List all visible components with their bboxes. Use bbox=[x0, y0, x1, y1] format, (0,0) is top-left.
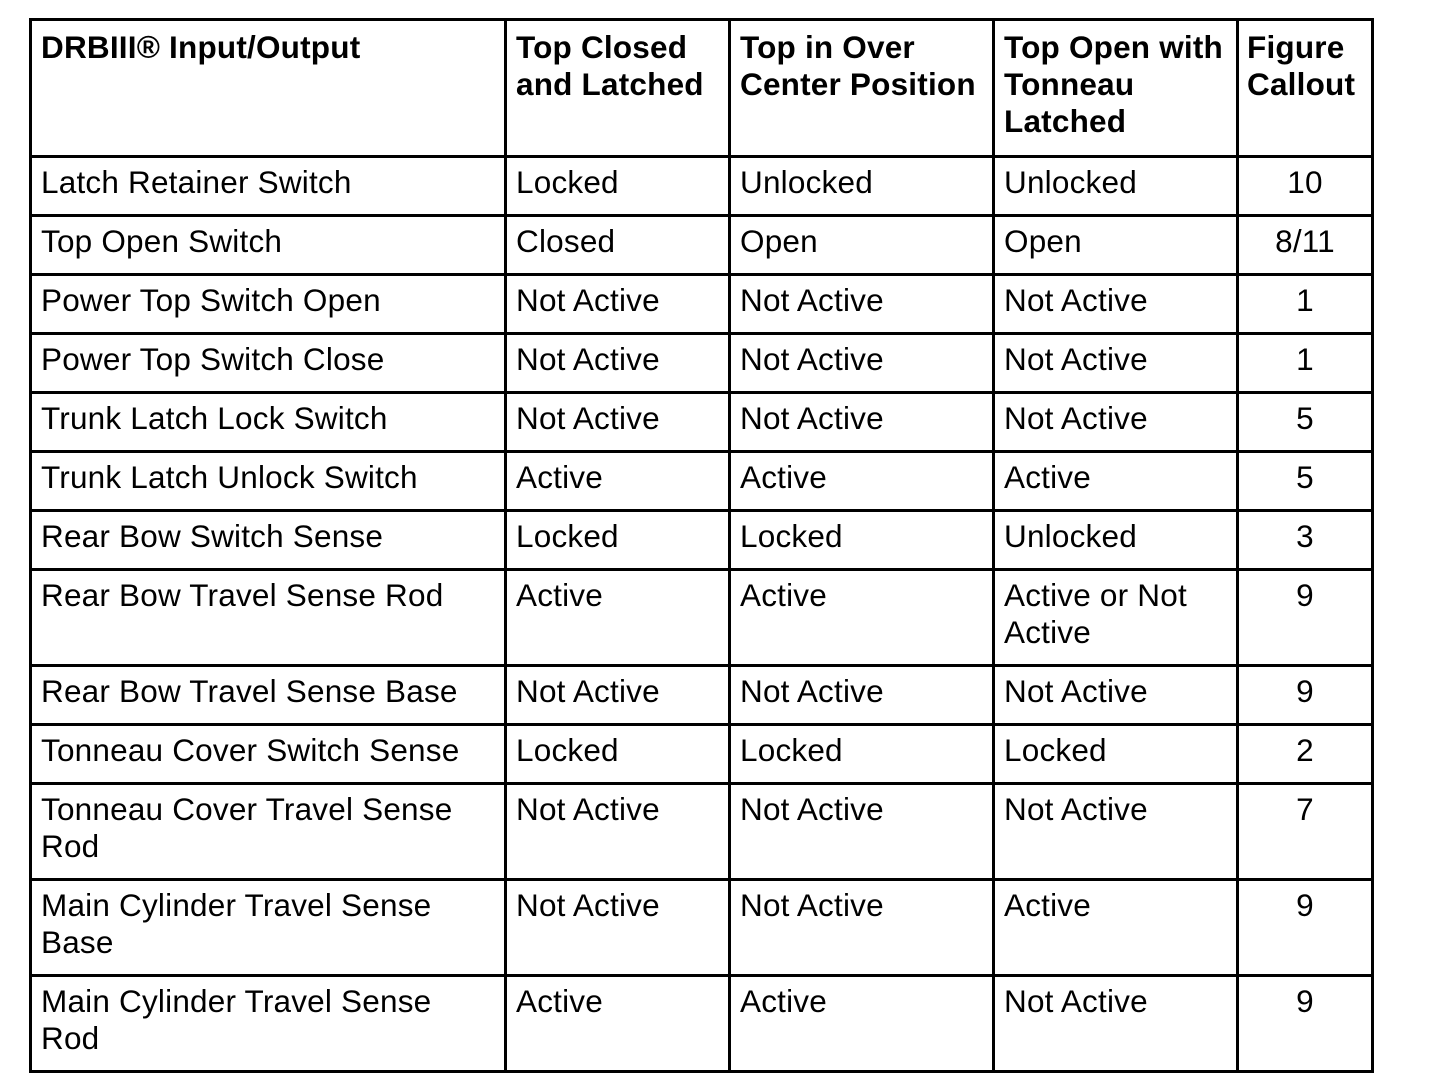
cell-top-closed: Not Active bbox=[506, 334, 730, 393]
cell-figure-callout: 5 bbox=[1238, 393, 1373, 452]
cell-over-center: Unlocked bbox=[730, 157, 994, 216]
cell-over-center: Not Active bbox=[730, 880, 994, 976]
cell-top-open: Active or Not Active bbox=[994, 570, 1238, 666]
cell-top-open: Not Active bbox=[994, 275, 1238, 334]
cell-top-open: Not Active bbox=[994, 784, 1238, 880]
cell-over-center: Active bbox=[730, 452, 994, 511]
table-row bbox=[31, 570, 1373, 666]
cell-over-center: Not Active bbox=[730, 393, 994, 452]
cell-io: Rear Bow Travel Sense Base bbox=[31, 666, 506, 725]
cell-figure-callout: 9 bbox=[1238, 570, 1373, 666]
cell-io: Latch Retainer Switch bbox=[31, 157, 506, 216]
cell-io: Rear Bow Switch Sense bbox=[31, 511, 506, 570]
cell-figure-callout: 9 bbox=[1238, 976, 1373, 1072]
cell-figure-callout: 2 bbox=[1238, 725, 1373, 784]
cell-over-center: Not Active bbox=[730, 275, 994, 334]
table-row bbox=[31, 275, 1373, 334]
header-figure-callout: Figure Callout bbox=[1238, 20, 1373, 157]
cell-top-open: Not Active bbox=[994, 393, 1238, 452]
cell-io: Main Cylinder Travel Sense Rod bbox=[31, 976, 506, 1072]
cell-top-closed: Closed bbox=[506, 216, 730, 275]
cell-io: Trunk Latch Unlock Switch bbox=[31, 452, 506, 511]
cell-io: Power Top Switch Close bbox=[31, 334, 506, 393]
cell-top-open: Not Active bbox=[994, 334, 1238, 393]
cell-top-open: Active bbox=[994, 452, 1238, 511]
drbiii-io-table bbox=[29, 18, 1374, 1073]
header-over-center: Top in Over Center Position bbox=[730, 20, 994, 157]
cell-io: Power Top Switch Open bbox=[31, 275, 506, 334]
cell-figure-callout: 7 bbox=[1238, 784, 1373, 880]
cell-io: Rear Bow Travel Sense Rod bbox=[31, 570, 506, 666]
cell-figure-callout: 8/11 bbox=[1238, 216, 1373, 275]
cell-top-open: Open bbox=[994, 216, 1238, 275]
table-row bbox=[31, 216, 1373, 275]
header-row bbox=[31, 20, 1373, 157]
cell-io: Tonneau Cover Travel Sense Rod bbox=[31, 784, 506, 880]
table-row bbox=[31, 157, 1373, 216]
cell-over-center: Open bbox=[730, 216, 994, 275]
cell-figure-callout: 1 bbox=[1238, 275, 1373, 334]
cell-over-center: Active bbox=[730, 570, 994, 666]
table-row bbox=[31, 393, 1373, 452]
cell-figure-callout: 5 bbox=[1238, 452, 1373, 511]
cell-figure-callout: 9 bbox=[1238, 880, 1373, 976]
cell-top-closed: Not Active bbox=[506, 275, 730, 334]
cell-figure-callout: 10 bbox=[1238, 157, 1373, 216]
cell-top-closed: Active bbox=[506, 976, 730, 1072]
cell-top-open: Not Active bbox=[994, 666, 1238, 725]
cell-top-closed: Locked bbox=[506, 511, 730, 570]
table-row bbox=[31, 880, 1373, 976]
cell-top-closed: Not Active bbox=[506, 393, 730, 452]
table-row bbox=[31, 666, 1373, 725]
cell-over-center: Not Active bbox=[730, 666, 994, 725]
cell-over-center: Not Active bbox=[730, 784, 994, 880]
table-row bbox=[31, 334, 1373, 393]
table-row bbox=[31, 725, 1373, 784]
cell-top-closed: Not Active bbox=[506, 880, 730, 976]
cell-io: Main Cylinder Travel Sense Base bbox=[31, 880, 506, 976]
cell-figure-callout: 1 bbox=[1238, 334, 1373, 393]
cell-top-closed: Active bbox=[506, 452, 730, 511]
table-row bbox=[31, 452, 1373, 511]
cell-top-closed: Locked bbox=[506, 157, 730, 216]
cell-io: Tonneau Cover Switch Sense bbox=[31, 725, 506, 784]
cell-figure-callout: 3 bbox=[1238, 511, 1373, 570]
cell-top-open: Locked bbox=[994, 725, 1238, 784]
cell-top-closed: Locked bbox=[506, 725, 730, 784]
header-top-open: Top Open with Tonneau Latched bbox=[994, 20, 1238, 157]
cell-top-open: Active bbox=[994, 880, 1238, 976]
cell-over-center: Active bbox=[730, 976, 994, 1072]
cell-figure-callout: 9 bbox=[1238, 666, 1373, 725]
table-row bbox=[31, 784, 1373, 880]
cell-io: Top Open Switch bbox=[31, 216, 506, 275]
cell-top-closed: Not Active bbox=[506, 784, 730, 880]
header-top-closed: Top Closed and Latched bbox=[506, 20, 730, 157]
cell-top-closed: Active bbox=[506, 570, 730, 666]
cell-over-center: Not Active bbox=[730, 334, 994, 393]
cell-top-open: Unlocked bbox=[994, 157, 1238, 216]
cell-io: Trunk Latch Lock Switch bbox=[31, 393, 506, 452]
table-row bbox=[31, 976, 1373, 1072]
cell-over-center: Locked bbox=[730, 725, 994, 784]
cell-over-center: Locked bbox=[730, 511, 994, 570]
cell-top-open: Unlocked bbox=[994, 511, 1238, 570]
table-row bbox=[31, 511, 1373, 570]
cell-top-open: Not Active bbox=[994, 976, 1238, 1072]
cell-top-closed: Not Active bbox=[506, 666, 730, 725]
header-io: DRBIII® Input/Output bbox=[31, 20, 506, 157]
